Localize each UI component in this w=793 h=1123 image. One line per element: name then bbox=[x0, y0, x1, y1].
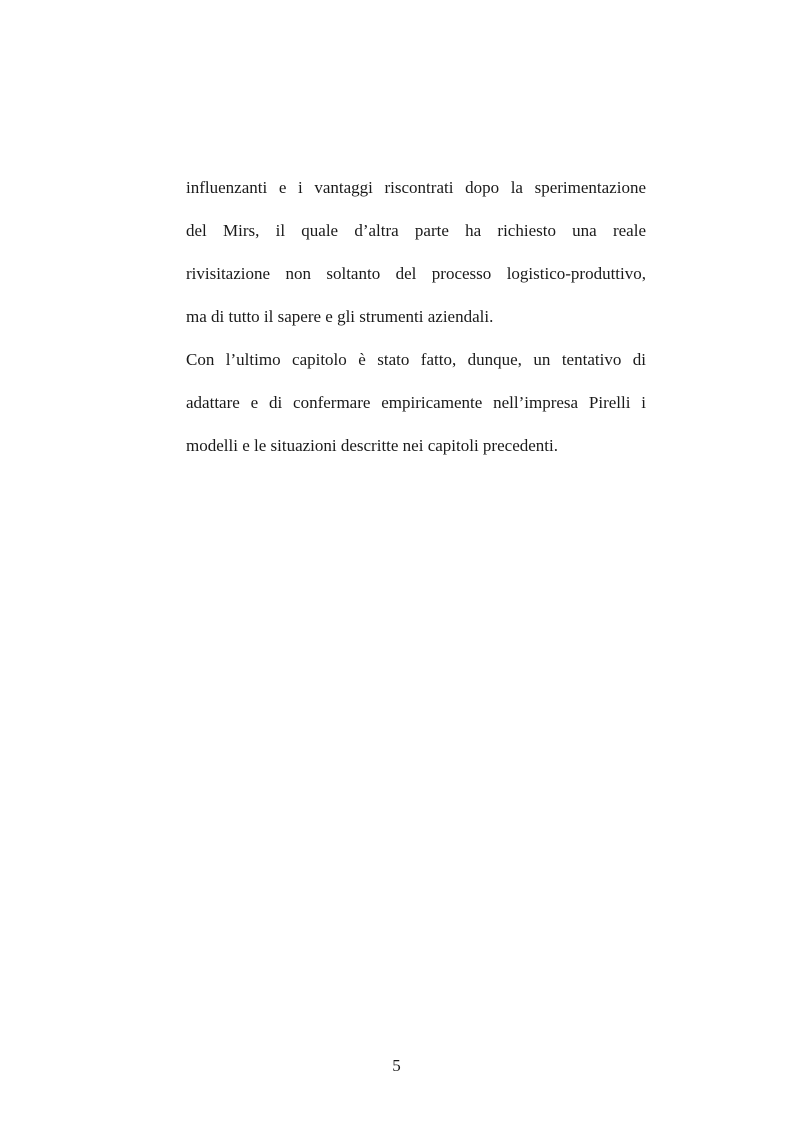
text-line-5: Con l’ultimo capitolo è stato fatto, dunque, un tentativo di bbox=[186, 350, 646, 369]
body-paragraphs bbox=[186, 166, 646, 467]
text-line-1: influenzanti e i vantaggi riscontrati dopo la sperimentazione bbox=[186, 178, 646, 197]
text-line-3: rivisitazione non soltanto del processo logistico-produttivo, bbox=[186, 264, 646, 283]
page-number: 5 bbox=[392, 1056, 401, 1075]
text-line-6: adattare e di confermare empiricamente nell’impresa Pirelli i bbox=[186, 393, 646, 412]
text-line-4: ma di tutto il sapere e gli strumenti aziendali. bbox=[186, 307, 494, 326]
text-line-7: modelli e le situazioni descritte nei capitoli precedenti. bbox=[186, 436, 558, 455]
text-line-2: del Mirs, il quale d’altra parte ha richiesto una reale bbox=[186, 221, 646, 240]
